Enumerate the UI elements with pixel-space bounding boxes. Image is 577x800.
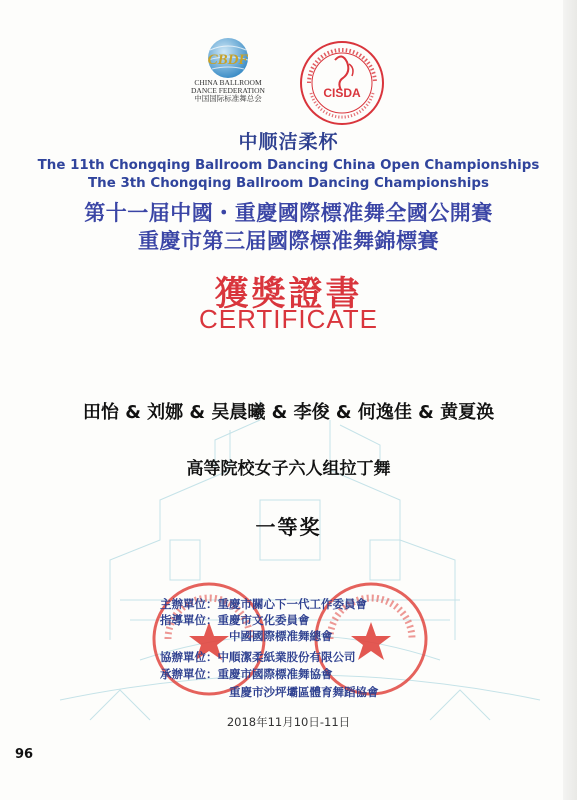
cbdf-line3: 中国国际标准舞总会	[194, 94, 262, 103]
award-level: 一等奖	[255, 515, 322, 539]
organizer-row	[160, 666, 333, 682]
organizer-value: 重慶市沙坪壩區體育舞蹈協會	[229, 685, 379, 699]
certificate-title-en: CERTIFICATE	[198, 304, 379, 334]
event-title-en-2: The 3th Chongqing Ballroom Dancing Championships	[88, 176, 489, 191]
organizer-row	[160, 612, 310, 628]
organizer-row	[229, 684, 379, 700]
page-number: 96	[15, 747, 34, 762]
organizer-label: 承辦單位：	[160, 667, 218, 681]
organizer-label: 指導單位：	[160, 613, 218, 627]
event-date: 2018年11月10日-11日	[226, 715, 351, 729]
organizer-value: 重慶市文化委員會	[217, 613, 310, 627]
event-title-cn-2: 重慶市第三届國際標准舞錦標賽	[138, 229, 439, 253]
organizer-value: 中國國際標准舞總會	[229, 629, 333, 643]
cbdf-logo-letters: CBDF	[207, 52, 249, 68]
cup-name: 中顺洁柔杯	[238, 131, 339, 153]
cbdf-line1: CHINA BALLROOM	[194, 78, 262, 87]
event-title-cn-1: 第十一届中國・重慶國際標准舞全國公開賽	[84, 201, 493, 225]
organizer-row	[160, 596, 367, 612]
competition-category: 高等院校女子六人组拉丁舞	[186, 459, 391, 479]
cisda-logo	[297, 38, 387, 128]
organizer-value: 中順潔柔紙業股份有限公司	[217, 650, 356, 664]
recipient-names: 田怡 & 刘娜 & 吴晨曦 & 李俊 & 何逸佳 & 黄夏涣	[82, 402, 495, 423]
cbdf-line2: DANCE FEDERATION	[191, 86, 265, 95]
organizer-row	[160, 649, 356, 665]
cbdf-caption	[183, 79, 273, 103]
organizer-label: 主辦單位：	[160, 597, 218, 611]
event-title-en-1: The 11th Chongqing Ballroom Dancing China Open Championships	[37, 158, 540, 173]
cisda-logo-letters: CISDA	[323, 86, 361, 100]
certificate-title-cn: 獲獎證書	[214, 274, 363, 314]
organizer-value: 重慶市國際標准舞協會	[217, 667, 333, 681]
organizer-label: 協辦單位：	[160, 650, 218, 664]
organizer-row	[229, 628, 333, 644]
organizer-value: 重慶市關心下一代工作委員會	[217, 597, 367, 611]
